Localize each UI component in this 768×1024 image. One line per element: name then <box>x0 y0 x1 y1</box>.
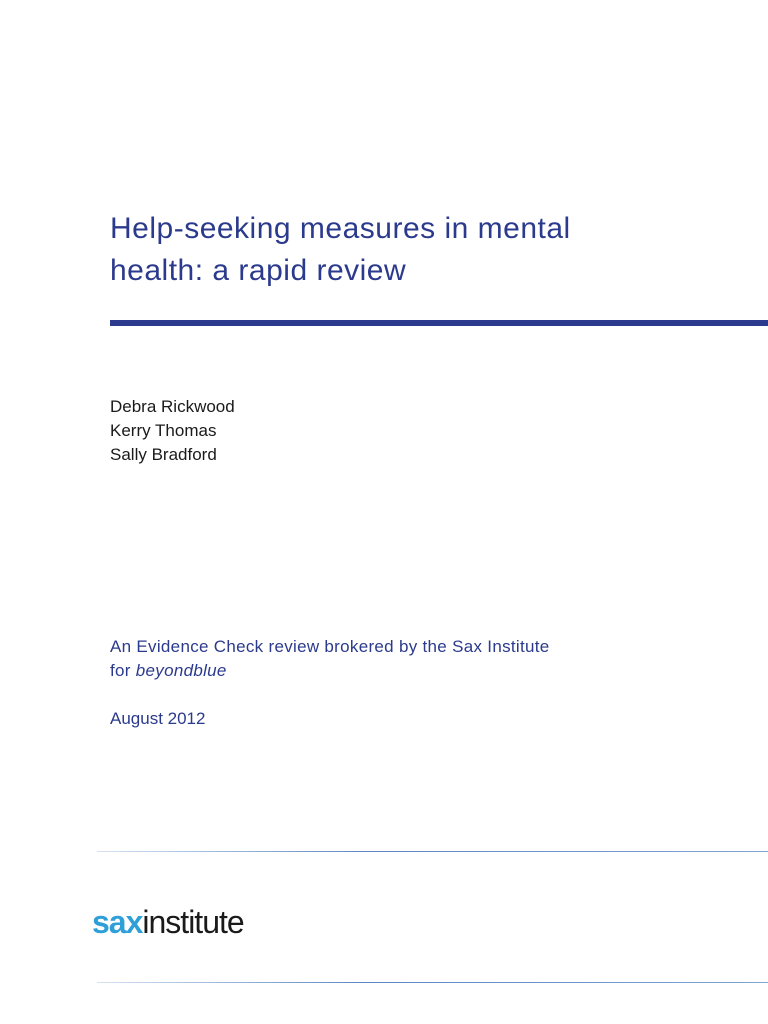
brokered-statement <box>110 635 550 683</box>
title-line-2: health: a rapid review <box>110 254 407 287</box>
footer-divider-top <box>97 851 768 852</box>
brokered-org: beyondblue <box>135 661 227 680</box>
author-list <box>110 395 235 467</box>
title-divider <box>110 320 768 326</box>
sax-institute-logo <box>92 902 244 942</box>
logo-part-sax: sax <box>92 904 143 940</box>
document-title <box>110 208 730 292</box>
logo-part-institute: institute <box>142 904 244 940</box>
brokered-line-1: An Evidence Check review brokered by the Sax Institute <box>110 637 550 656</box>
title-line-1: Help-seeking measures in mental <box>110 212 571 245</box>
author-name: Debra Rickwood <box>110 397 235 416</box>
author-name: Kerry Thomas <box>110 421 217 440</box>
brokered-line-2 <box>110 659 550 683</box>
footer-divider-bottom <box>97 982 768 983</box>
publication-date: August 2012 <box>110 709 206 728</box>
brokered-for: for <box>110 661 136 680</box>
author-name: Sally Bradford <box>110 445 217 464</box>
